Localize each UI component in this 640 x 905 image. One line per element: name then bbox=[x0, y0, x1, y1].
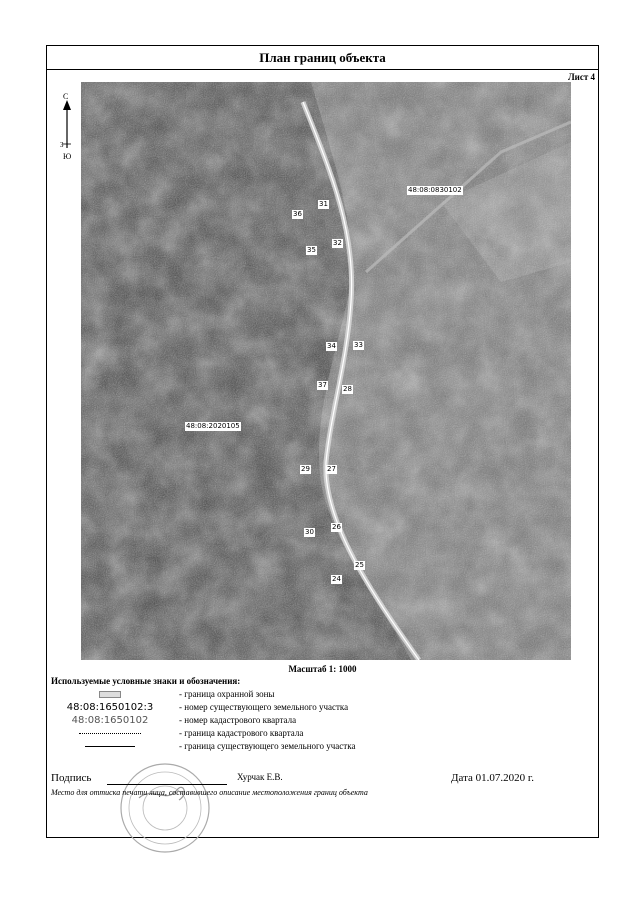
page-title: План границ объекта bbox=[47, 46, 598, 70]
point-label: 28 bbox=[343, 385, 352, 393]
point-label: 25 bbox=[355, 561, 364, 569]
satellite-image bbox=[81, 82, 571, 660]
point-label: 26 bbox=[332, 523, 341, 531]
point-label: 29 bbox=[301, 465, 310, 473]
point-label: 32 bbox=[333, 239, 342, 247]
signer-name: Хурчак Е.В. bbox=[237, 772, 283, 782]
point-label: 35 bbox=[307, 246, 316, 254]
compass-south-label: Ю bbox=[63, 152, 72, 161]
point-label: 27 bbox=[327, 465, 336, 473]
point-label: 33 bbox=[354, 341, 363, 349]
protection-zone-symbol bbox=[55, 688, 165, 701]
satellite-map bbox=[81, 82, 571, 660]
legend-title: Используемые условные знаки и обозначения: bbox=[51, 676, 241, 686]
legend-item bbox=[55, 688, 455, 701]
parcel-label: 48:08:0830102 bbox=[408, 186, 462, 194]
parcel-boundary-symbol bbox=[55, 740, 165, 753]
point-label: 24 bbox=[332, 575, 341, 583]
point-label: 34 bbox=[327, 342, 336, 350]
compass-west-label: З bbox=[60, 141, 64, 149]
legend-text: - граница кадастрового квартала bbox=[179, 728, 304, 738]
map-scale: Масштаб 1: 1000 bbox=[288, 664, 357, 674]
legend-item bbox=[55, 714, 455, 727]
point-label: 37 bbox=[318, 381, 327, 389]
signature-date: Дата 01.07.2020 г. bbox=[451, 772, 534, 784]
compass-north-label: С bbox=[63, 92, 69, 101]
stamp-note: Место для оттиска печати лица, составившего описание местоположения границ объекта bbox=[51, 788, 368, 797]
point-label: 36 bbox=[293, 210, 302, 218]
legend-text: - номер существующего земельного участка bbox=[179, 702, 349, 712]
legend-text: - номер кадастрового квартала bbox=[179, 715, 297, 725]
quarter-boundary-symbol bbox=[55, 727, 165, 740]
signature-row bbox=[51, 772, 591, 788]
parcel-number-symbol: 48:08:1650102:3 bbox=[66, 702, 154, 713]
legend-item bbox=[55, 727, 455, 740]
parcel-label: 48:08:2020105 bbox=[186, 422, 240, 430]
north-arrow bbox=[55, 92, 79, 172]
document-frame bbox=[46, 45, 599, 838]
signature-line bbox=[107, 784, 227, 785]
legend-item bbox=[55, 701, 455, 714]
point-label: 31 bbox=[319, 200, 328, 208]
legend bbox=[55, 688, 455, 753]
sheet-number: Лист 4 bbox=[567, 72, 595, 82]
legend-item bbox=[55, 740, 455, 753]
legend-text: - граница существующего земельного участка bbox=[179, 741, 356, 751]
signature-label: Подпись bbox=[51, 772, 92, 784]
quarter-number-symbol: 48:08:1650102 bbox=[71, 715, 149, 726]
point-label: 30 bbox=[305, 528, 314, 536]
legend-text: - граница охранной зоны bbox=[179, 689, 275, 699]
